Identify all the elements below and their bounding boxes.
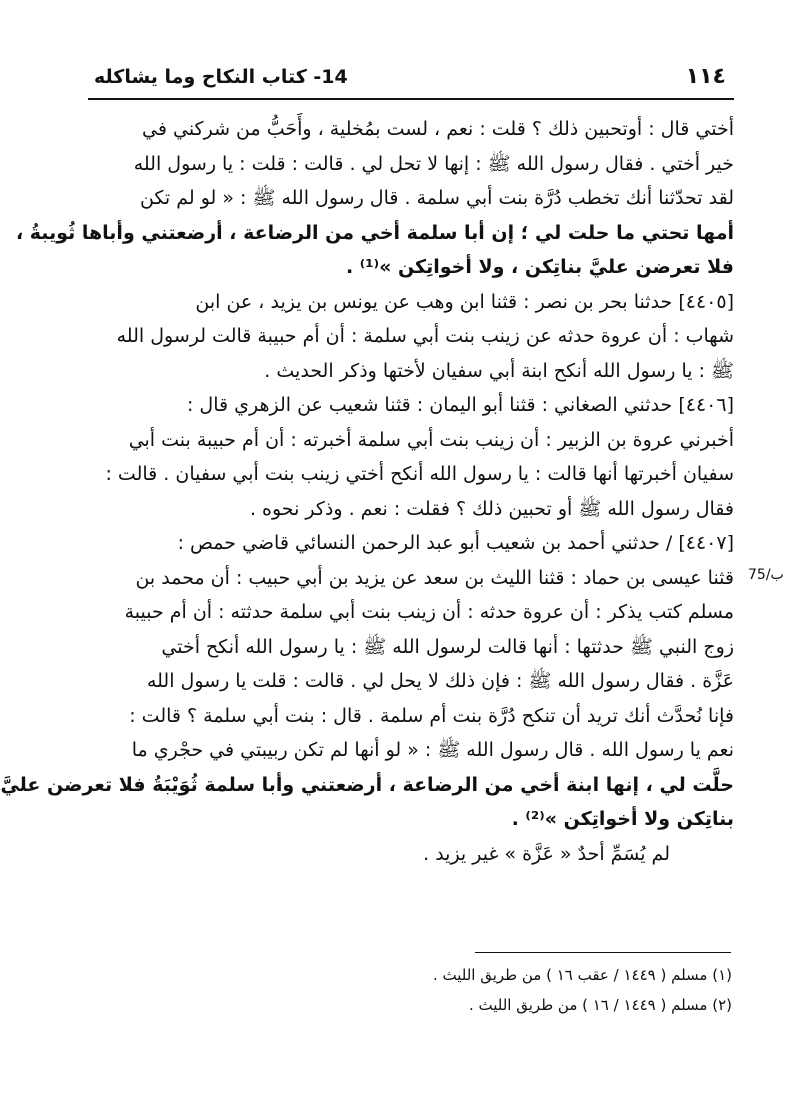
text-line: [٤٤٠٦] حدثني الصغاني : قثنا أبو اليمان : قثنا شعيب عن الزهري قال : xyxy=(186,394,734,416)
footnotes xyxy=(88,960,732,1020)
text-line: قثنا عيسى بن حماد : قثنا الليث بن سعد عن يزيد بن أبي حبيب : أن محمد بن xyxy=(135,566,734,589)
hadith-4405 xyxy=(88,285,734,389)
text-line: فقال رسول الله ﷺ أو تحبين ذلك ؟ فقلت : نعم . وذكر نحوه . xyxy=(249,497,734,520)
text-line: أخبرني عروة بن الزبير : أن زينب بنت أبي سلمة أخبرته : أن أم حبيبة بنت أبي xyxy=(128,428,734,451)
manuscript-folio-marker: 75/ب xyxy=(748,567,784,583)
paragraph-continuation xyxy=(15,112,734,285)
closing-remark xyxy=(88,837,734,872)
text-line: [٤٤٠٧] / حدثني أحمد بن شعيب أبو عبد الرحمن النسائي قاضي حمص : xyxy=(177,532,734,554)
text-line: لم يُسَمِّ أحدٌ « عَزَّة » غير يزيد . xyxy=(423,842,670,865)
footnote-1: (١) مسلم ( ١٤٤٩ / عقب ١٦ ) من طريق الليث . xyxy=(432,966,732,984)
page-header xyxy=(88,62,732,96)
hadith-4406 xyxy=(88,388,734,526)
page-number: ١١٤ xyxy=(685,64,726,89)
footnote-2: (٢) مسلم ( ١٤٤٩ / ١٦ ) من طريق الليث . xyxy=(468,996,732,1014)
text-line: فلا تعرضن عليَّ بناتِكن ، ولا أخواتِكن »⁽¹⁾ . xyxy=(345,256,734,278)
text-line: لقد تحدّثنا أنك تخطب دُرَّة بنت أبي سلمة . قال رسول الله ﷺ : « لو لم تكن xyxy=(139,187,734,209)
text-line: ﷺ : يا رسول الله أنكح ابنة أبي سفيان لأختها وذكر الحديث . xyxy=(264,359,734,382)
hadith-4407 xyxy=(0,526,734,837)
text-line: أختي قال : أوتحبين ذلك ؟ قلت : نعم ، لست بمُخلية ، وأَحَبُّ من شركني في xyxy=(142,118,734,140)
text-line: شهاب : أن عروة حدثه عن زينب بنت أبي سلمة : أن أم حبيبة قالت لرسول الله xyxy=(116,325,734,347)
text-line: فإنا نُحدَّث أنك تريد أن تنكح دُرَّة بنت أم سلمة . قال : بنت أبي سلمة ؟ قالت : xyxy=(129,704,734,727)
footnote-divider xyxy=(475,952,731,953)
text-line: عَزَّة . فقال رسول الله ﷺ : فإن ذلك لا يحل لي . قالت : قلت يا رسول الله xyxy=(146,670,734,692)
text-line: خير أختي . فقال رسول الله ﷺ : إنها لا تحل لي . قالت : قلت : يا رسول الله xyxy=(133,152,734,175)
text-line: حلَّت لي ، إنها ابنة أخي من الرضاعة ، أرضعتني وأبا سلمة ثُوَيْبَةُ فلا تعرضن عليَّ xyxy=(0,773,734,796)
text-line: زوج النبي ﷺ حدثتها : أنها قالت لرسول الله ﷺ : يا رسول الله أنكح أختي xyxy=(161,635,734,658)
text-line: [٤٤٠٥] حدثنا بحر بن نصر : قثنا ابن وهب عن يونس بن يزيد ، عن ابن xyxy=(195,290,734,313)
running-title: 14- كتاب النكاح وما يشاكله xyxy=(94,66,348,88)
main-text xyxy=(0,112,734,871)
text-line: مسلم كتب يذكر : أن عروة حدثه : أن زينب بنت أبي سلمة حدثته : أن أم حبيبة xyxy=(124,601,734,623)
header-divider xyxy=(88,98,734,100)
text-line: أمها تحتي ما حلت لي ؛ إن أبا سلمة أخي من الرضاعة ، أرضعتني وأباها ثُويبةُ ، xyxy=(15,221,734,244)
text-line: نعم يا رسول الله . قال رسول الله ﷺ : « لو أنها لم تكن ربيبتي في حجْري ما xyxy=(131,739,734,761)
text-line: بناتِكن ولا أخواتِكن »⁽²⁾ . xyxy=(511,808,734,830)
text-line: سفيان أخبرتها أنها قالت : يا رسول الله أنكح أختي زينب بنت أبي سفيان . قالت : xyxy=(105,463,734,485)
